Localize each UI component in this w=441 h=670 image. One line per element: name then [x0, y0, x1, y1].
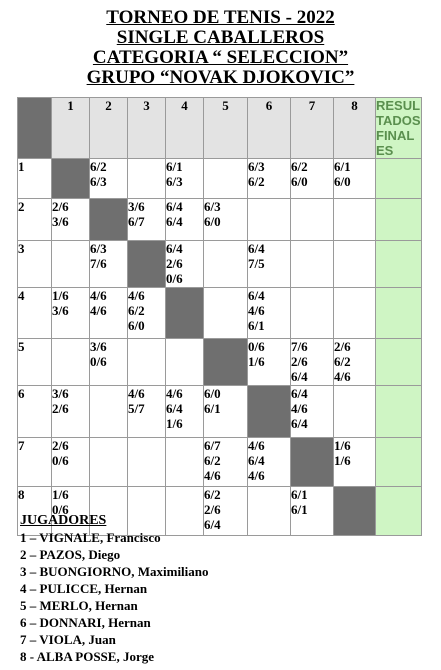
score-cell [166, 199, 204, 241]
player-item: 3 – BUONGIORNO, Maximiliano [20, 564, 209, 579]
set-score: 2/6 [204, 502, 221, 517]
row-header: 5 [18, 339, 52, 386]
diagonal-cell [90, 199, 128, 241]
set-score: 6/7 [128, 214, 145, 229]
corner-cell [18, 98, 52, 159]
set-score: 1/6 [334, 453, 351, 468]
set-score: 3/6 [52, 214, 69, 229]
score-cell [90, 438, 128, 487]
final-result-cell [376, 438, 422, 487]
score-cell [334, 288, 376, 339]
set-score: 6/3 [90, 174, 107, 189]
set-score: 6/1 [334, 159, 351, 174]
set-score: 4/6 [90, 288, 107, 303]
set-score: 1/6 [52, 487, 69, 502]
set-score: 6/2 [291, 159, 308, 174]
row-header: 8 [18, 487, 52, 536]
diagonal-cell [52, 159, 90, 199]
set-score: 6/0 [128, 318, 145, 333]
score-cell [291, 487, 334, 536]
set-score: 6/1 [291, 502, 308, 517]
player-item: 4 – PULICCE, Hernan [20, 581, 148, 596]
title-tournament: TORNEO DE TENIS - 2022 [106, 7, 335, 28]
set-score: 5/7 [128, 401, 145, 416]
score-cell [52, 241, 90, 288]
score-cell [52, 288, 90, 339]
score-cell [52, 339, 90, 386]
title-category: SINGLE CABALLEROS [116, 27, 325, 48]
score-cell [90, 386, 128, 438]
final-result-cell [376, 288, 422, 339]
score-cell [128, 199, 166, 241]
score-cell [204, 241, 248, 288]
player-row [18, 159, 422, 199]
diagonal-cell [291, 438, 334, 487]
col-header: 5 [204, 98, 248, 159]
players-heading: JUGADORES [20, 513, 107, 528]
set-score: 4/6 [166, 386, 183, 401]
final-result-cell [376, 339, 422, 386]
set-score: 2/6 [52, 199, 69, 214]
set-score: 4/6 [204, 468, 221, 483]
player-row [18, 199, 422, 241]
set-score: 6/2 [204, 453, 221, 468]
score-cell [334, 386, 376, 438]
col-header: 8 [334, 98, 376, 159]
set-score: 3/6 [90, 339, 107, 354]
final-result-cell [376, 487, 422, 536]
set-score: 4/6 [248, 303, 265, 318]
set-score: 4/6 [291, 401, 308, 416]
score-cell [90, 241, 128, 288]
set-score: 4/6 [248, 438, 265, 453]
score-cell [166, 159, 204, 199]
set-score: 4/6 [248, 468, 265, 483]
score-cell [204, 487, 248, 536]
header-row [18, 98, 422, 159]
set-score: 6/4 [204, 517, 221, 532]
set-score: 0/6 [52, 453, 69, 468]
results-grid [17, 97, 422, 536]
col-header: 3 [128, 98, 166, 159]
player-item: 2 – PAZOS, Diego [20, 547, 121, 562]
score-cell [334, 241, 376, 288]
set-score: 2/6 [291, 354, 308, 369]
set-score: 3/6 [128, 199, 145, 214]
set-score: 6/1 [166, 159, 183, 174]
player-item: 1 – VIGNALE, Francisco [20, 530, 161, 545]
diagonal-cell [204, 339, 248, 386]
set-score: 1/6 [248, 354, 265, 369]
score-cell [128, 288, 166, 339]
player-item: 7 – VIOLA, Juan [20, 632, 116, 647]
score-cell [90, 288, 128, 339]
score-cell [248, 288, 291, 339]
set-score: 6/7 [204, 438, 221, 453]
tournament-titles [0, 8, 441, 88]
diagonal-cell [128, 241, 166, 288]
player-row [18, 339, 422, 386]
score-cell [204, 288, 248, 339]
set-score: 6/0 [204, 214, 221, 229]
set-score: 6/2 [334, 354, 351, 369]
set-score: 0/6 [166, 271, 183, 286]
set-score: 6/2 [248, 174, 265, 189]
score-cell [334, 339, 376, 386]
set-score: 6/2 [204, 487, 221, 502]
set-score: 7/6 [90, 256, 107, 271]
set-score: 6/3 [166, 174, 183, 189]
score-cell [204, 386, 248, 438]
col-header: 7 [291, 98, 334, 159]
set-score: 6/2 [128, 303, 145, 318]
score-cell [128, 159, 166, 199]
row-header: 6 [18, 386, 52, 438]
set-score: 6/3 [90, 241, 107, 256]
diagonal-cell [166, 288, 204, 339]
diagonal-cell [248, 386, 291, 438]
final-result-cell [376, 386, 422, 438]
score-cell [166, 339, 204, 386]
player-item: 6 – DONNARI, Hernan [20, 615, 151, 630]
set-score: 1/6 [52, 288, 69, 303]
score-cell [90, 339, 128, 386]
row-header: 1 [18, 159, 52, 199]
score-cell [248, 241, 291, 288]
set-score: 3/6 [52, 386, 69, 401]
set-score: 2/6 [52, 401, 69, 416]
set-score: 6/1 [291, 487, 308, 502]
score-cell [291, 159, 334, 199]
score-cell [166, 438, 204, 487]
score-cell [204, 438, 248, 487]
score-cell [291, 288, 334, 339]
set-score: 4/6 [128, 386, 145, 401]
score-cell [52, 386, 90, 438]
set-score: 4/6 [334, 369, 351, 384]
set-score: 6/4 [166, 199, 183, 214]
set-score: 6/4 [248, 453, 265, 468]
set-score: 6/2 [90, 159, 107, 174]
set-score: 3/6 [52, 303, 69, 318]
set-score: 6/4 [166, 214, 183, 229]
final-result-cell [376, 241, 422, 288]
score-cell [248, 199, 291, 241]
score-cell [248, 339, 291, 386]
set-score: 6/1 [204, 401, 221, 416]
score-cell [248, 487, 291, 536]
set-score: 6/3 [204, 199, 221, 214]
final-result-cell [376, 159, 422, 199]
row-header: 3 [18, 241, 52, 288]
score-cell [128, 438, 166, 487]
row-header: 2 [18, 199, 52, 241]
set-score: 6/1 [248, 318, 265, 333]
set-score: 6/4 [291, 416, 308, 431]
player-item: 5 – MERLO, Hernan [20, 598, 138, 613]
diagonal-cell [334, 487, 376, 536]
score-cell [52, 438, 90, 487]
set-score: 6/4 [166, 241, 183, 256]
score-cell [291, 199, 334, 241]
set-score: 2/6 [166, 256, 183, 271]
score-cell [128, 339, 166, 386]
set-score: 6/0 [291, 174, 308, 189]
col-header: 4 [166, 98, 204, 159]
set-score: 4/6 [90, 303, 107, 318]
score-cell [291, 386, 334, 438]
set-score: 1/6 [166, 416, 183, 431]
set-score: 6/0 [334, 174, 351, 189]
results-header: RESUL TADOS FINAL ES [376, 98, 421, 158]
player-row [18, 241, 422, 288]
score-cell [204, 199, 248, 241]
score-cell [204, 159, 248, 199]
score-cell [166, 241, 204, 288]
player-row [18, 386, 422, 438]
set-score: 6/4 [248, 288, 265, 303]
final-result-cell [376, 199, 422, 241]
score-cell [334, 159, 376, 199]
set-score: 1/6 [334, 438, 351, 453]
score-cell [248, 438, 291, 487]
set-score: 4/6 [128, 288, 145, 303]
set-score: 6/4 [248, 241, 265, 256]
player-item: 8 - ALBA POSSE, Jorge [20, 649, 154, 664]
col-header: 6 [248, 98, 291, 159]
title-selection: CATEGORIA “ SELECCION” [92, 47, 349, 68]
score-cell [128, 386, 166, 438]
score-cell [166, 386, 204, 438]
score-cell [291, 241, 334, 288]
title-group: GRUPO “NOVAK DJOKOVIC” [86, 67, 355, 88]
score-cell [90, 159, 128, 199]
set-score: 0/6 [90, 354, 107, 369]
row-header: 7 [18, 438, 52, 487]
set-score: 6/0 [204, 386, 221, 401]
set-score: 0/6 [248, 339, 265, 354]
set-score: 6/4 [291, 386, 308, 401]
score-cell [248, 159, 291, 199]
score-cell [334, 438, 376, 487]
set-score: 2/6 [334, 339, 351, 354]
row-header: 4 [18, 288, 52, 339]
player-row [18, 288, 422, 339]
player-row [18, 438, 422, 487]
score-cell [291, 339, 334, 386]
set-score: 2/6 [52, 438, 69, 453]
set-score: 0/6 [52, 502, 69, 517]
set-score: 6/3 [248, 159, 265, 174]
set-score: 6/4 [166, 401, 183, 416]
score-cell [334, 199, 376, 241]
col-header: 1 [52, 98, 90, 159]
set-score: 6/4 [291, 369, 308, 384]
set-score: 7/6 [291, 339, 308, 354]
set-score: 7/5 [248, 256, 265, 271]
players-list [20, 512, 209, 665]
score-cell [52, 199, 90, 241]
col-header: 2 [90, 98, 128, 159]
